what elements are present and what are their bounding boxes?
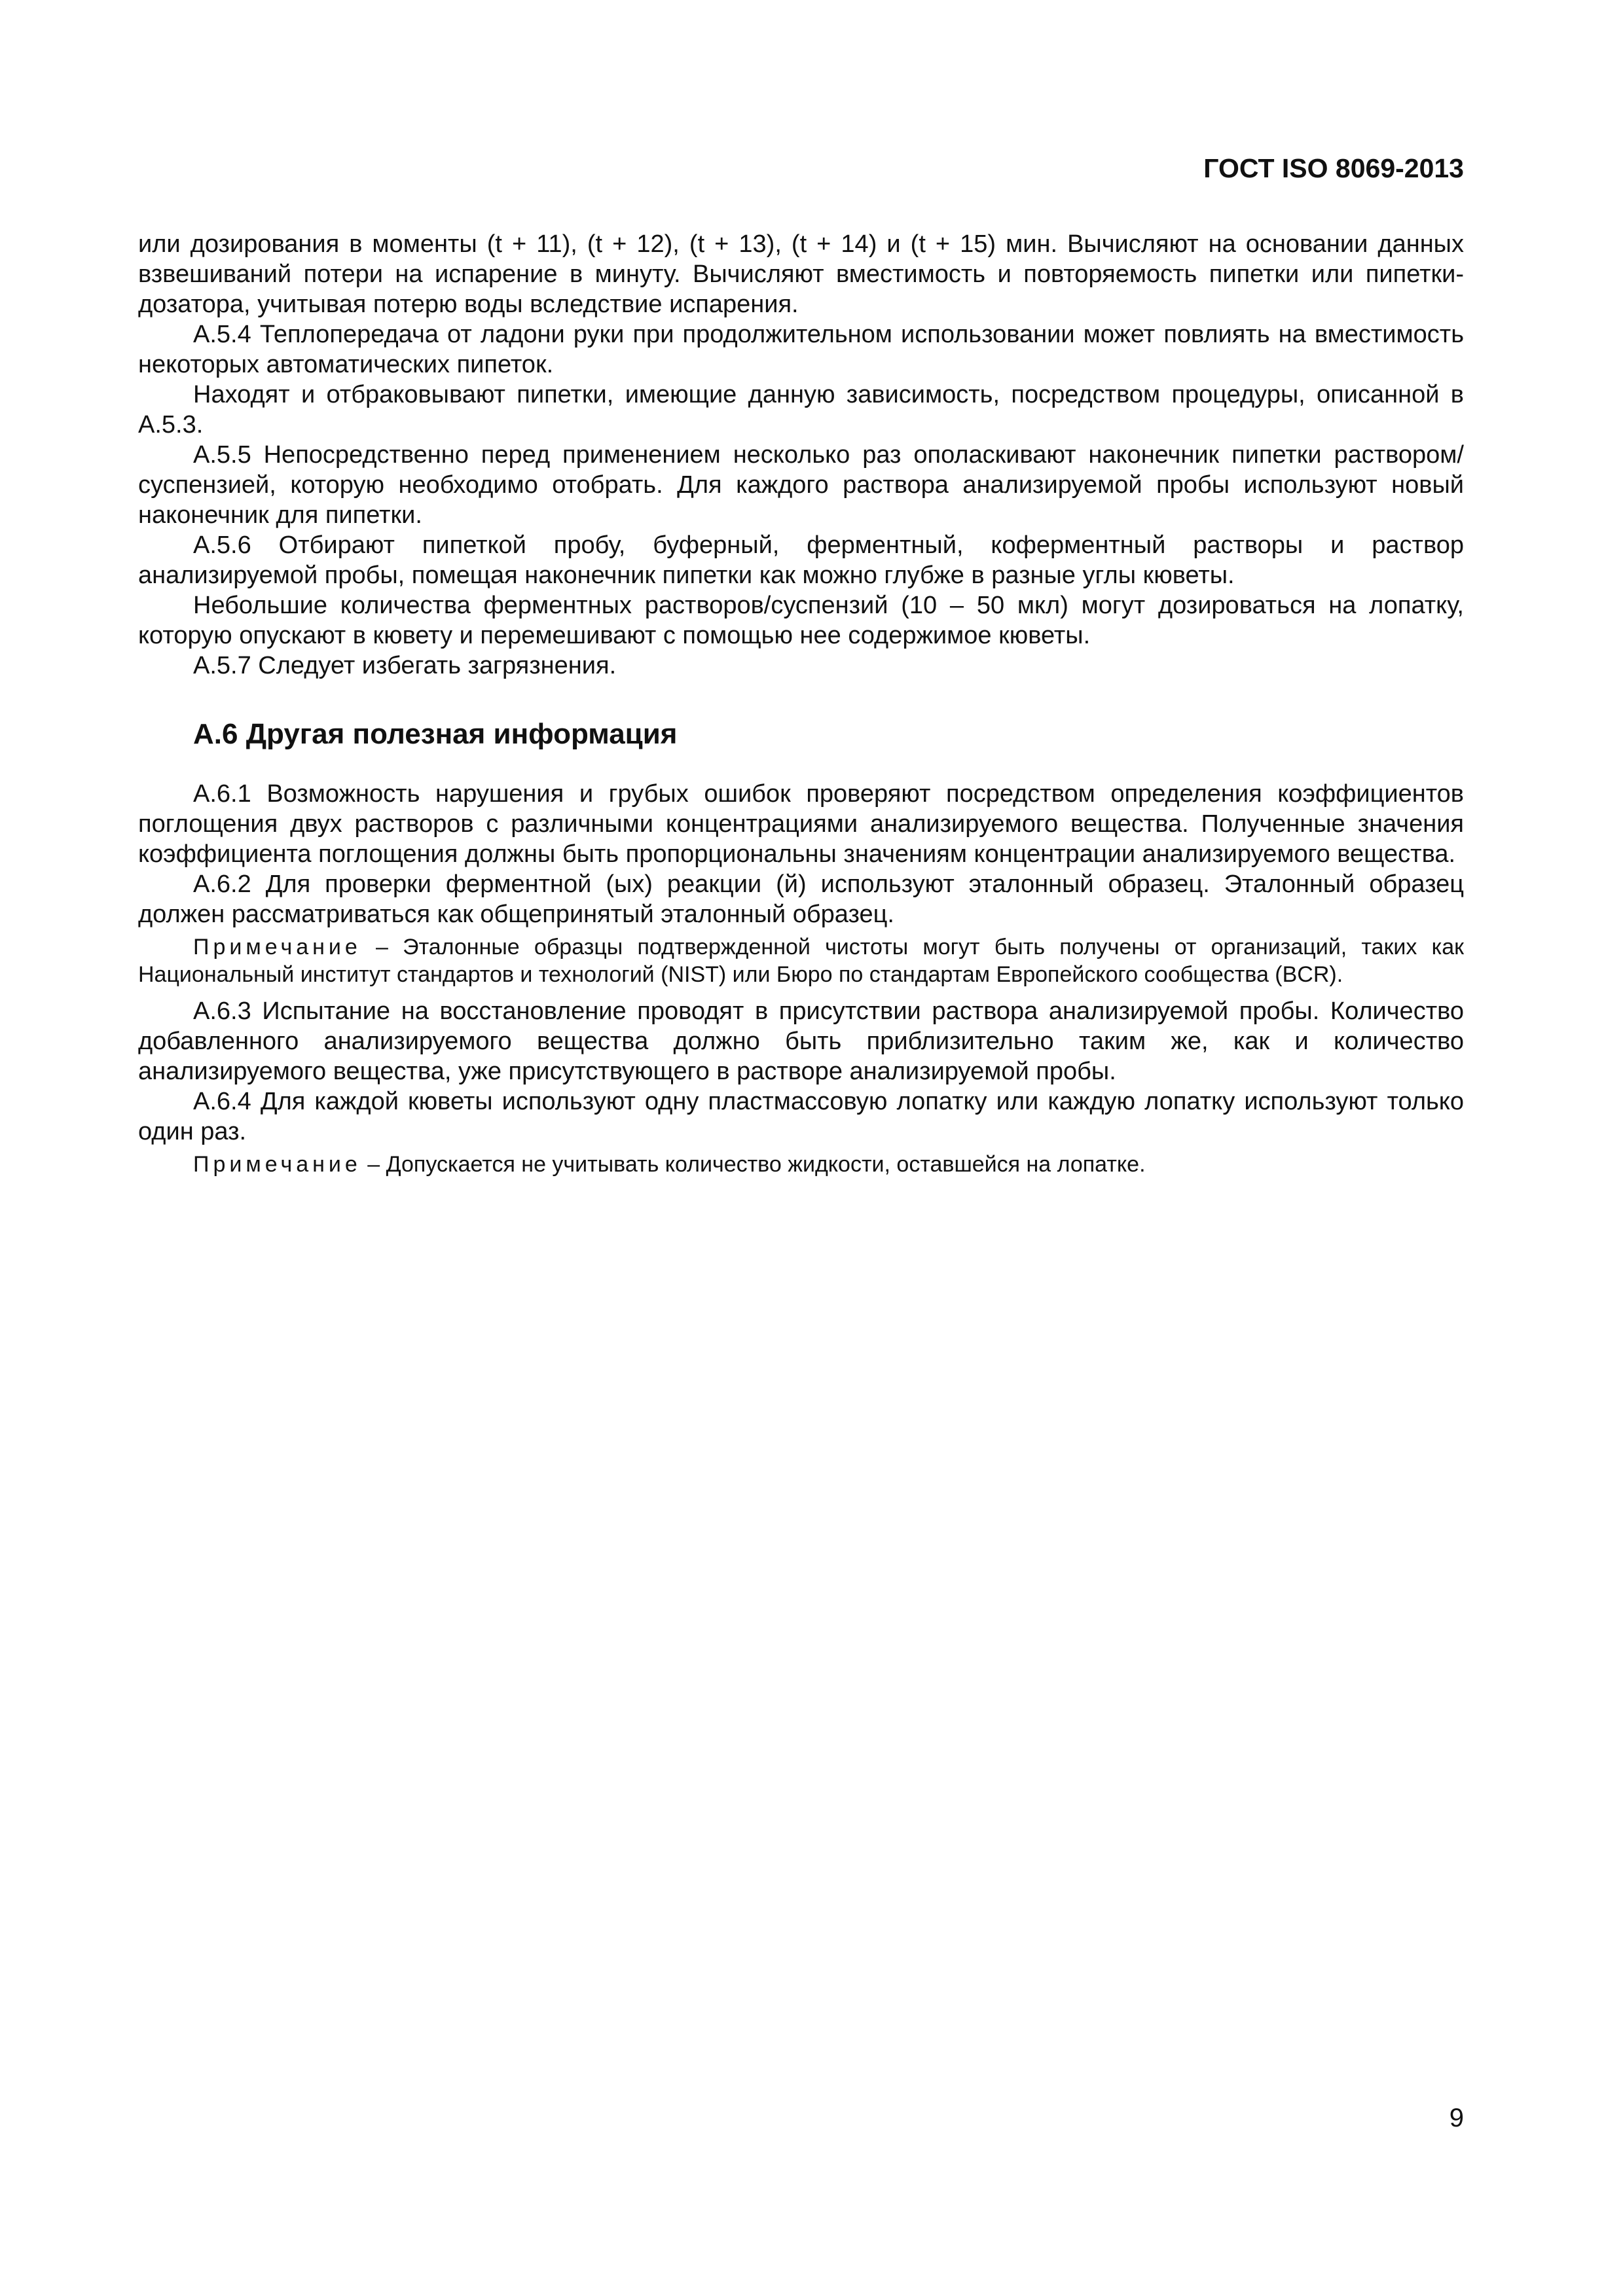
section-heading-a6: А.6 Другая полезная информация (193, 718, 678, 750)
document-code: ГОСТ ISO 8069-2013 (1203, 153, 1464, 183)
note-label: Примечание (193, 1152, 361, 1177)
paragraph-a61: А.6.1 Возможность нарушения и грубых ошибок проверяют посредством определения коэффициентов поглощения двух растворов с различными концентрациями анализируемого вещества. Полученные значения коэффициента поглощения должны быть пропорциональны значениям концентрации анализируемого вещества. (138, 780, 1464, 868)
paragraph-a55: А.5.5 Непосредственно перед применением несколько раз ополаскивают наконечник пипетки раствором/суспензией, которую необходимо отобрать. Для каждого раствора анализируемой пробы используют новый наконечник для пипетки. (138, 441, 1464, 529)
page-number: 9 (1449, 2104, 1464, 2132)
note-spatula-liquid (138, 1151, 1464, 1178)
paragraph-a54-reject: Находят и отбраковывают пипетки, имеющие данную зависимость, посредством процедуры, описанной в А.5.3. (138, 381, 1464, 439)
paragraph-a62: А.6.2 Для проверки ферментной (ых) реакции (й) используют эталонный образец. Эталонный образец должен рассматриваться как общепринятый эталонный образец. (138, 870, 1464, 928)
paragraph-continuation: или дозирования в моменты (t + 11), (t + 12), (t + 13), (t + 14) и (t + 15) мин. Вычисляют на основании данных взвешиваний потери на испарение в минуту. Вычисляют вместимость и повторяемость пипетки или пипетки-дозатора, учитывая потерю воды вследствие испарения. (138, 230, 1464, 318)
note-text: – Допускается не учитывать количество жидкости, оставшейся на лопатке. (361, 1152, 1146, 1177)
paragraph-a54: А.5.4 Теплопередача от ладони руки при продолжительном использовании может повлиять на вместимость некоторых автоматических пипеток. (138, 321, 1464, 378)
paragraph-a56: А.5.6 Отбирают пипеткой пробу, буферный, ферментный, коферментный растворы и раствор анализируемой пробы, помещая наконечник пипетки как можно глубже в разные углы кюветы. (138, 531, 1464, 589)
paragraph-a56-small-amounts: Небольшие количества ферментных растворов/суспензий (10 – 50 мкл) могут дозироваться на лопатку, которую опускают в кювету и перемешивают с помощью нее содержимое кюветы. (138, 592, 1464, 649)
note-label: Примечание (193, 935, 361, 960)
document-body (138, 229, 1464, 1186)
note-reference-samples (138, 933, 1464, 988)
paragraph-a57: А.5.7 Следует избегать загрязнения. (193, 652, 617, 679)
paragraph-a64: А.6.4 Для каждой кюветы используют одну пластмассовую лопатку или каждую лопатку используют только один раз. (138, 1088, 1464, 1145)
paragraph-a63: А.6.3 Испытание на восстановление проводят в присутствии раствора анализируемой пробы. Количество добавленного анализируемого вещества должно быть приблизительно таким же, как и количество анализируемого вещества, уже присутствующего в растворе анализируемой пробы. (138, 997, 1464, 1085)
note-text: – Эталонные образцы подтвержденной чистоты могут быть получены от организаций, таких как Национальный институт стандартов и технологий (NIST) или Бюро по стандартам Европейского сообщества (BCR). (138, 935, 1464, 987)
